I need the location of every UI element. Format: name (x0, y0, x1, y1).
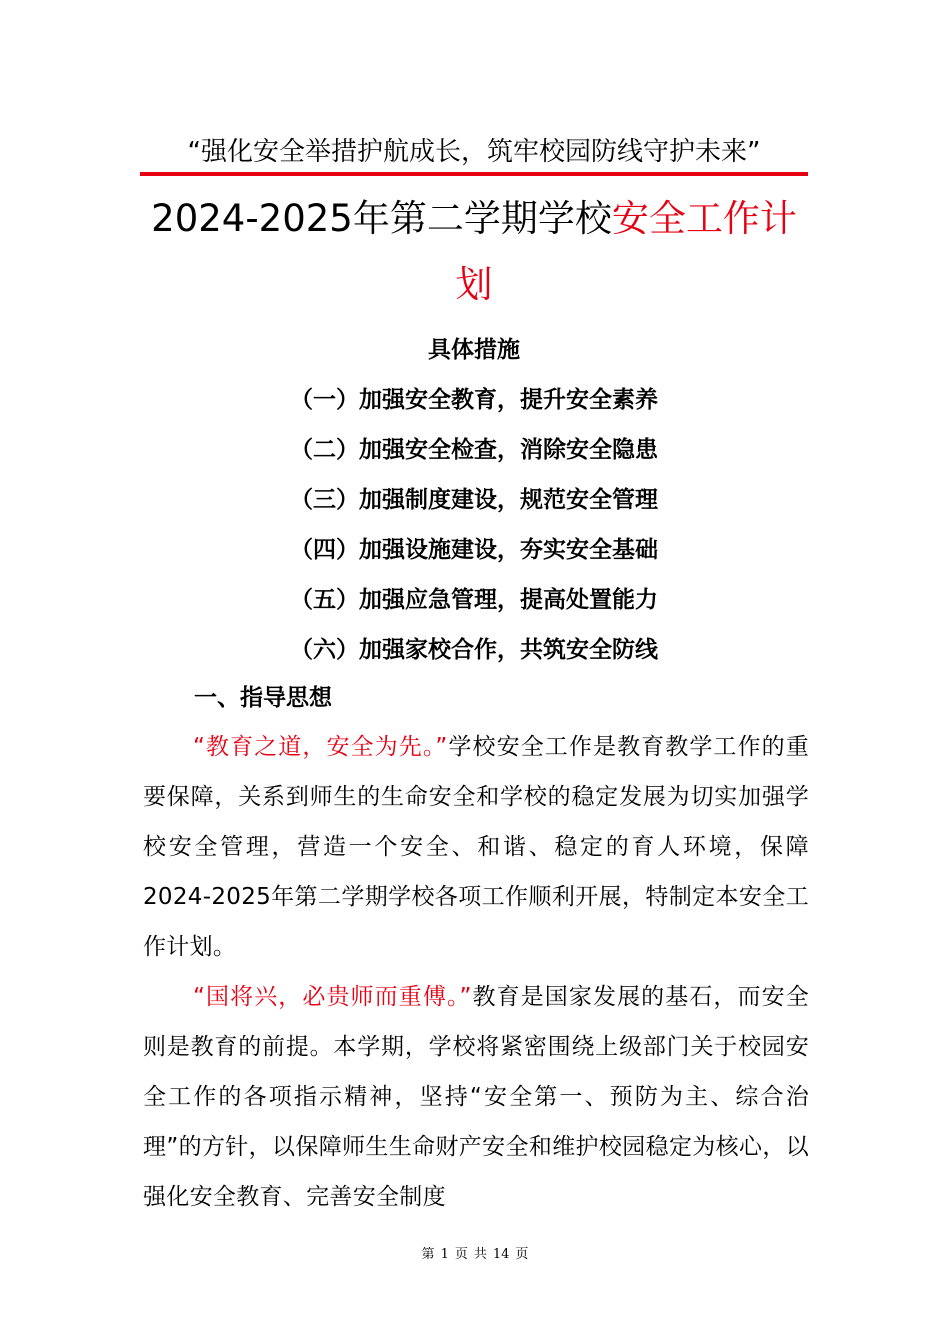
paragraph-text: 教育是国家发展的基石，而安全则是教育的前提。本学期，学校将紧密围绕上级部门关于校园安全工作的各项指示精神，坚持“安全第一、预防为主、综合治理”的方针，以保障师生生命财产安全和维护校园稳定为核心，以强化安全教育、完善安全制度 (143, 984, 810, 1210)
measure-item: （四）加强设施建设，夯实安全基础 (290, 537, 658, 563)
footer-page-number: 1 (440, 1247, 449, 1262)
measures-list (140, 380, 808, 680)
measure-item: （五）加强应急管理，提高处置能力 (290, 587, 658, 613)
measures-heading: 具体措施 (428, 337, 520, 363)
paragraph-quote: “教育之道，安全为先。” (193, 734, 448, 760)
measure-item: （六）加强家校合作，共筑安全防线 (290, 637, 658, 663)
footer-ye: 页 (454, 1247, 468, 1262)
footer-di: 第 (421, 1247, 435, 1262)
slogan: “强化安全举措护航成长，筑牢校园防线守护未来” (187, 137, 761, 167)
section-heading: 一、指导思想 (194, 685, 332, 711)
title-part1: 2024-2025年第二学期学校 (151, 197, 612, 240)
title-part2-red: 安全工作计划 (455, 197, 797, 306)
red-divider (140, 172, 808, 176)
measure-item: （一）加强安全教育，提升安全素养 (290, 387, 658, 413)
document-title (140, 186, 808, 318)
paragraph-quote: “国将兴，必贵师而重傅。” (193, 984, 472, 1010)
footer-gong: 共 (473, 1247, 487, 1262)
paragraph-2 (143, 972, 809, 1222)
footer-ye2: 页 (515, 1247, 529, 1262)
page-footer (0, 1245, 950, 1265)
footer-total-pages: 14 (492, 1247, 510, 1262)
measure-item: （二）加强安全检查，消除安全隐患 (290, 437, 658, 463)
paragraph-text: 学校安全工作是教育教学工作的重要保障，关系到师生的生命安全和学校的稳定发展为切实加强学校安全管理，营造一个安全、和谐、稳定的育人环境，保障2024-2025年第二学期学校各项工作顺利开展，特制定本安全工作计划。 (143, 734, 810, 960)
paragraph-1 (143, 722, 809, 972)
measure-item: （三）加强制度建设，规范安全管理 (290, 487, 658, 513)
